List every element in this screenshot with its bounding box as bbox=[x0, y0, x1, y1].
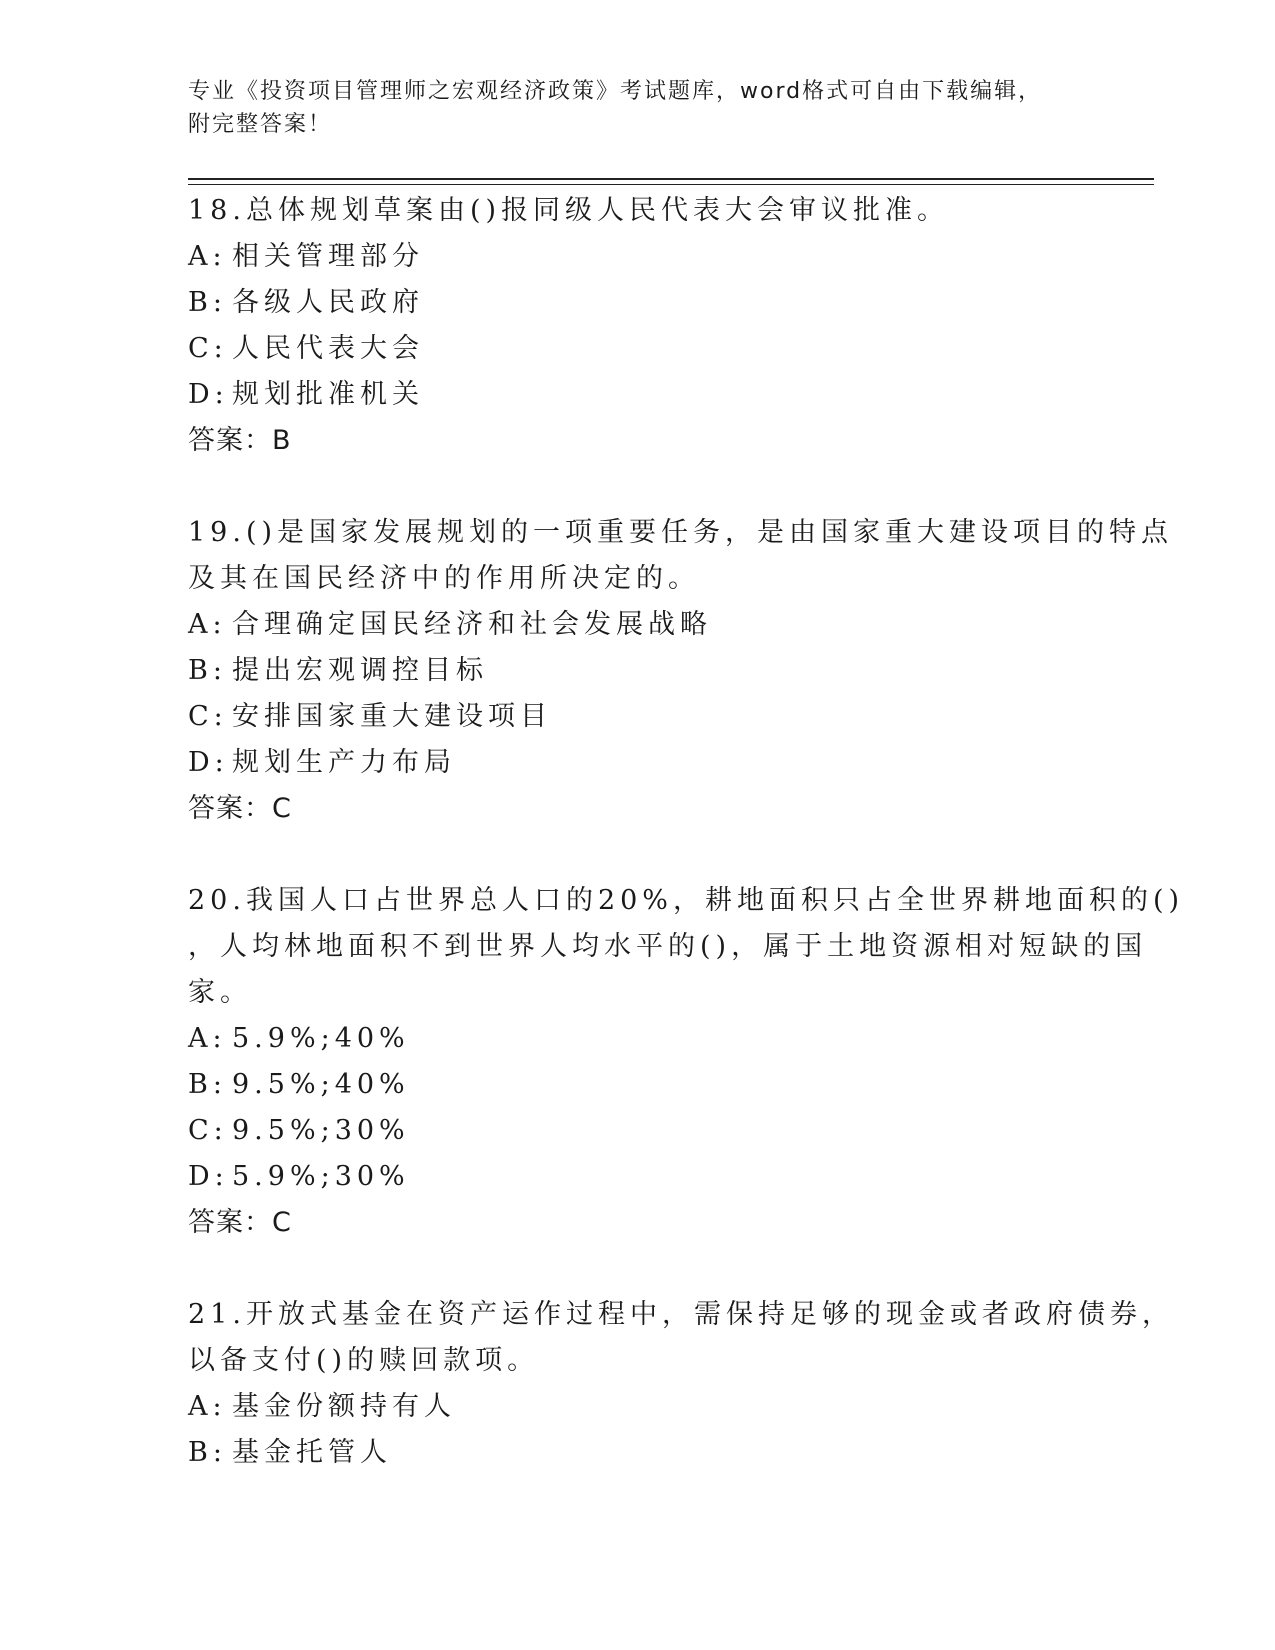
option-b bbox=[188, 648, 1088, 694]
option-c bbox=[188, 1108, 1088, 1154]
option-text: 5.9%;30% bbox=[232, 1161, 410, 1192]
document-header bbox=[188, 75, 1088, 141]
question-stem bbox=[188, 510, 1174, 602]
option-b bbox=[188, 1430, 1088, 1476]
option-d bbox=[188, 1154, 1088, 1200]
stem-line: 21.开放式基金在资产运作过程中，需保持足够的现金或者政府债券， bbox=[188, 1299, 1174, 1330]
option-c bbox=[188, 326, 1088, 372]
option-a bbox=[188, 1016, 1088, 1062]
option-b bbox=[188, 1062, 1088, 1108]
option-d bbox=[188, 740, 1088, 786]
answer: 答案：B bbox=[188, 425, 292, 456]
option-text: 各级人民政府 bbox=[232, 287, 424, 318]
option-key: D: bbox=[188, 747, 229, 778]
question-21 bbox=[188, 1292, 1174, 1476]
option-key: C: bbox=[188, 333, 228, 364]
option-text: 提出宏观调控目标 bbox=[232, 655, 488, 686]
question-18 bbox=[188, 188, 1088, 464]
stem-line: 19.()是国家发展规划的一项重要任务，是由国家重大建设项目的特点 bbox=[188, 517, 1174, 548]
option-text: 规划生产力布局 bbox=[232, 747, 456, 778]
header-divider-thin bbox=[188, 184, 1154, 185]
option-text: 9.5%;30% bbox=[232, 1115, 410, 1146]
question-list bbox=[188, 188, 1185, 1522]
answer: 答案：C bbox=[188, 793, 292, 824]
stem-line: 及其在国民经济中的作用所决定的。 bbox=[188, 563, 700, 594]
option-a bbox=[188, 1384, 1088, 1430]
answer: 答案：C bbox=[188, 1207, 292, 1238]
stem-line: 18.总体规划草案由()报同级人民代表大会审议批准。 bbox=[188, 195, 950, 226]
question-20 bbox=[188, 878, 1185, 1246]
option-key: B: bbox=[188, 1437, 227, 1468]
option-text: 合理确定国民经济和社会发展战略 bbox=[232, 609, 712, 640]
option-text: 9.5%;40% bbox=[232, 1069, 410, 1100]
question-stem bbox=[188, 1292, 1174, 1384]
option-key: D: bbox=[188, 1161, 229, 1192]
option-c bbox=[188, 694, 1088, 740]
stem-line: 20.我国人口占世界总人口的20%，耕地面积只占全世界耕地面积的() bbox=[188, 885, 1185, 916]
option-text: 规划批准机关 bbox=[232, 379, 424, 410]
question-stem bbox=[188, 188, 1088, 234]
stem-line: 以备支付()的赎回款项。 bbox=[188, 1345, 540, 1376]
option-key: B: bbox=[188, 655, 227, 686]
header-line-2: 附完整答案！ bbox=[188, 112, 333, 137]
stem-line: ，人均林地面积不到世界人均水平的()，属于土地资源相对短缺的国 bbox=[188, 931, 1148, 962]
option-key: B: bbox=[188, 287, 227, 318]
option-text: 基金份额持有人 bbox=[232, 1391, 456, 1422]
option-text: 相关管理部分 bbox=[232, 241, 424, 272]
option-key: A: bbox=[188, 1023, 227, 1054]
option-b bbox=[188, 280, 1088, 326]
option-key: D: bbox=[188, 379, 229, 410]
option-key: A: bbox=[188, 1391, 227, 1422]
option-key: B: bbox=[188, 1069, 227, 1100]
header-divider-thick bbox=[188, 178, 1154, 180]
stem-line: 家。 bbox=[188, 977, 252, 1008]
option-text: 人民代表大会 bbox=[232, 333, 424, 364]
question-stem bbox=[188, 878, 1185, 1016]
option-text: 安排国家重大建设项目 bbox=[232, 701, 552, 732]
option-key: A: bbox=[188, 609, 227, 640]
option-key: C: bbox=[188, 1115, 228, 1146]
option-a bbox=[188, 602, 1088, 648]
option-key: A: bbox=[188, 241, 227, 272]
option-a bbox=[188, 234, 1088, 280]
question-19 bbox=[188, 510, 1174, 832]
option-key: C: bbox=[188, 701, 228, 732]
header-line-1: 专业《投资项目管理师之宏观经济政策》考试题库，word格式可自由下载编辑， bbox=[188, 79, 1043, 104]
option-text: 5.9%;40% bbox=[232, 1023, 410, 1054]
option-d bbox=[188, 372, 1088, 418]
option-text: 基金托管人 bbox=[232, 1437, 392, 1468]
